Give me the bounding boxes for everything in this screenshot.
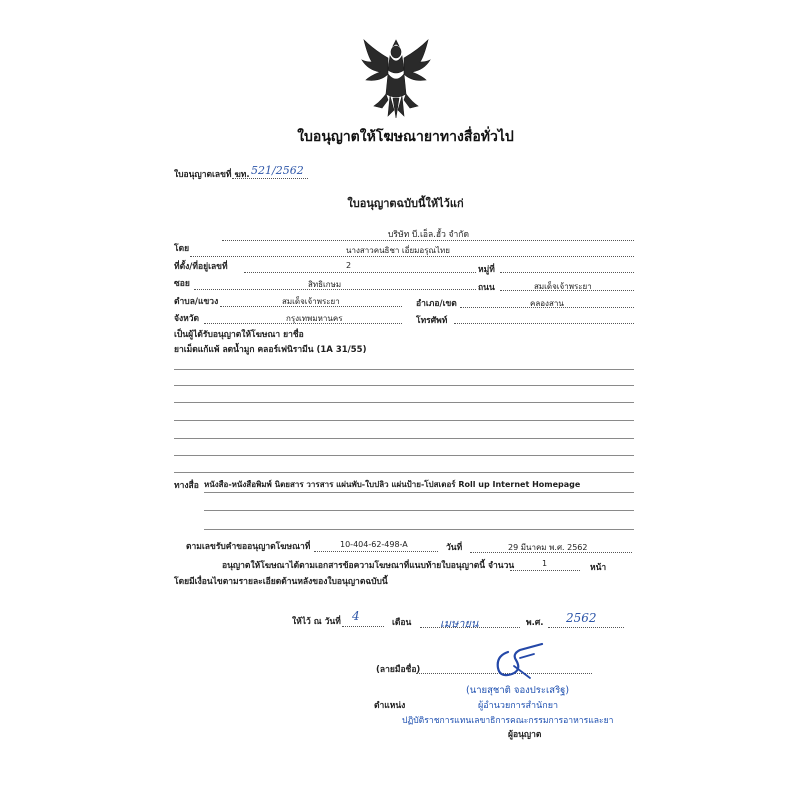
soi-label: ซอย <box>174 279 190 289</box>
signer-title: ผู้อำนวยการสำนักยา <box>478 701 559 711</box>
address-line <box>244 272 476 273</box>
company-line <box>222 240 634 241</box>
address-value: 2 <box>346 261 352 270</box>
signer-name: (นายสุชาติ จองประเสริฐ) <box>466 685 570 696</box>
blank-line <box>204 510 634 511</box>
province-line <box>204 323 402 324</box>
subdistrict-label: ตำบล/แขวง <box>174 297 219 307</box>
district-line <box>460 307 634 308</box>
blank-line <box>174 455 634 456</box>
license-number-label: ใบอนุญาตเลขที่ ฆท. <box>174 170 250 180</box>
given-day-value: 4 <box>352 609 360 623</box>
licensor-label: ผู้อนุญาต <box>508 730 542 740</box>
media-label: ทางสื่อ <box>174 481 199 491</box>
by-value: นางสาวคนธิชา เอี่ยมอรุณไทย <box>346 246 450 255</box>
road-line <box>500 290 634 291</box>
subdistrict-line <box>220 306 402 307</box>
receipt-label: ตามเลขรับคำขออนุญาตโฆษณาที่ <box>186 542 311 552</box>
road-value: สมเด็จเจ้าพระยา <box>534 282 592 291</box>
pages-line <box>510 570 580 571</box>
given-day-line <box>342 626 384 627</box>
blank-line <box>174 402 634 403</box>
address-label: ที่ตั้ง/ที่อยู่เลขที่ <box>174 262 228 272</box>
blank-line <box>174 420 634 421</box>
given-month-line <box>420 627 520 628</box>
province-value: กรุงเทพมหานคร <box>286 314 343 323</box>
media-value: หนังสือ-หนังสือพิมพ์ นิตยสาร วารสาร แผ่นพับ-ใบปลิว แผ่นป้าย-โปสเตอร์ Roll up Internet Homepage <box>204 480 581 489</box>
given-day-label: ให้ไว้ ณ วันที่ <box>292 617 341 627</box>
date-label: วันที่ <box>446 543 463 553</box>
license-number-line <box>232 178 308 179</box>
blank-line <box>204 492 634 493</box>
by-line <box>190 256 634 257</box>
phone-label: โทรศัพท์ <box>416 316 448 326</box>
blank-line <box>174 472 634 473</box>
company-name: บริษัท บี.เอ็ล.ฮั้ว จำกัด <box>388 230 469 240</box>
date-line <box>470 552 632 553</box>
garuda-emblem-icon <box>360 36 432 120</box>
given-year-label: พ.ศ. <box>526 618 544 628</box>
district-label: อำเภอ/เขต <box>416 299 457 309</box>
district-value: คลองสาน <box>530 299 564 308</box>
drug-value: ยาเม็ดแก้แพ้ ลดน้ำมูก คลอร์เฟนิรามีน (1A 31/55) <box>174 345 367 355</box>
date-value: 29 มีนาคม พ.ศ. 2562 <box>508 543 588 552</box>
document-title: ใบอนุญาตให้โฆษณายาทางสื่อทั่วไป <box>297 129 514 145</box>
given-year-line <box>548 627 624 628</box>
signature-label: (ลายมือชื่อ) <box>376 665 421 675</box>
pages-unit: หน้า <box>590 563 607 573</box>
moo-line <box>500 272 634 273</box>
province-label: จังหวัด <box>174 314 200 324</box>
blank-line <box>174 385 634 386</box>
road-label: ถนน <box>478 283 495 293</box>
phone-line <box>454 323 634 324</box>
drug-label: เป็นผู้ได้รับอนุญาตให้โฆษณา ยาชื่อ <box>174 330 304 340</box>
blank-line <box>204 529 634 530</box>
moo-label: หมู่ที่ <box>478 265 495 275</box>
blank-line <box>174 369 634 370</box>
allow-text: อนุญาตให้โฆษณาได้ตามเอกสารข้อความโฆษณาที่แนบท้ายใบอนุญาตนี้ จำนวน <box>222 561 515 571</box>
position-label: ตำแหน่ง <box>374 701 406 711</box>
subdistrict-value: สมเด็จเจ้าพระยา <box>282 297 340 306</box>
by-label: โดย <box>174 244 190 254</box>
grant-heading: ใบอนุญาตฉบับนี้ให้ไว้แก่ <box>347 197 464 210</box>
condition-text: โดยมีเงื่อนไขตามรายละเอียดด้านหลังของใบอนุญาตฉบับนี้ <box>174 577 388 587</box>
receipt-value: 10-404-62-498-A <box>340 540 408 549</box>
given-month-label: เดือน <box>392 618 412 628</box>
handwritten-signature-icon <box>486 640 548 684</box>
soi-line <box>194 289 476 290</box>
given-year-value: 2562 <box>566 611 597 625</box>
license-number-value: 521/2562 <box>251 164 304 177</box>
signer-title-acting: ปฏิบัติราชการแทนเลขาธิการคณะกรรมการอาหารและยา <box>402 716 614 726</box>
soi-value: สิทธิเกษม <box>308 280 342 289</box>
receipt-line <box>314 551 438 552</box>
blank-line <box>174 438 634 439</box>
pages-value: 1 <box>542 559 548 568</box>
given-month-value: เมษายน <box>440 617 479 630</box>
